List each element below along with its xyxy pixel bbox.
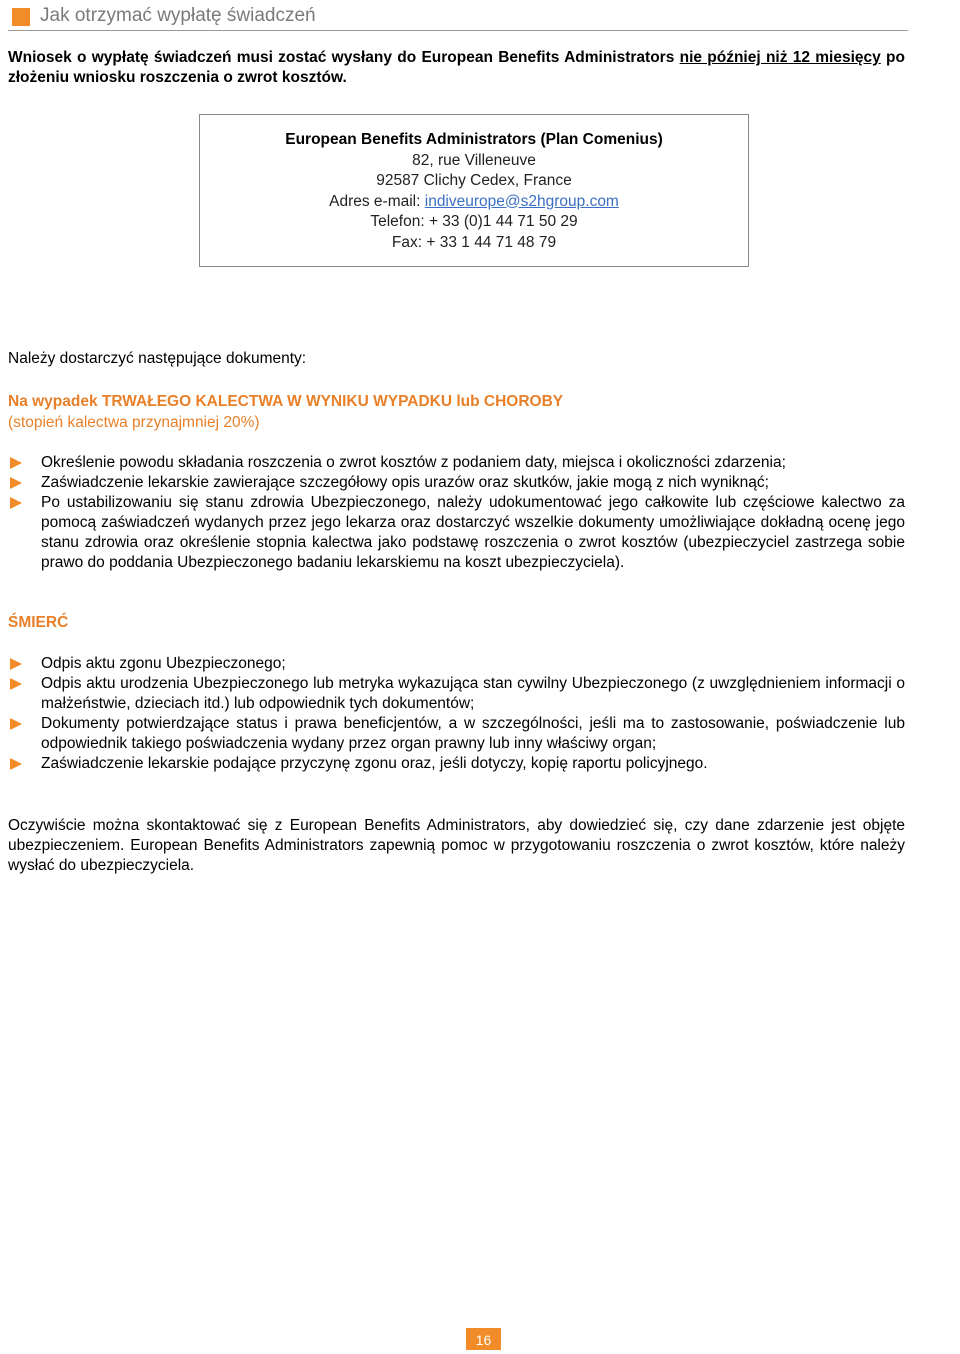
- intro-text-end: po złożeniu wniosku roszczenia o zwrot kosztów.: [8, 49, 905, 86]
- page-header: [8, 6, 908, 31]
- address-street: 82, rue Villeneuve: [412, 151, 536, 169]
- death-list: [8, 654, 905, 774]
- closing-paragraph: Oczywiście można skontaktować się z European Benefits Administrators, aby dowiedzieć się, czy dane zdarzenie jest objęte ubezpieczeniem. European Benefits Administrators zapewnią pomoc w przygotowaniu roszczenia o zwrot kosztów, które należy wysłać do ubezpieczyciela.: [8, 817, 905, 874]
- bullet-arrow-icon: [10, 477, 22, 489]
- disability-subheading: (stopień kalectwa przynajmniej 20%): [8, 414, 260, 431]
- list-item: Zaświadczenie lekarskie zawierające szczegółowy opis urazów oraz skutków, jakie mogą z nich wyniknąć;: [8, 473, 905, 493]
- intro-text: Wniosek o wypłatę świadczeń musi zostać wysłany do European Benefits Administrators: [8, 49, 680, 66]
- address-email-line: [200, 192, 748, 213]
- email-label: Adres e-mail:: [329, 192, 425, 210]
- list-item: Określenie powodu składania roszczenia o zwrot kosztów z podaniem daty, miejsca i okoliczności zdarzenia;: [8, 453, 905, 473]
- disability-list: [8, 453, 905, 573]
- page-number: 16: [466, 1328, 501, 1350]
- bullet-arrow-icon: [10, 718, 22, 730]
- list-item: Dokumenty potwierdzające status i prawa beneficjentów, a w szczególności, jeśli ma to zastosowanie, poświadczenie lub odpowiednik takiego poświadczenia wydany przez organ prawny lub inny właściwy organ;: [8, 714, 905, 754]
- address-phone: Telefon: + 33 (0)1 44 71 50 29: [370, 213, 578, 230]
- intro-paragraph: [8, 48, 905, 88]
- list-item: Zaświadczenie lekarskie podające przyczynę zgonu oraz, jeśli dotyczy, kopię raportu policyjnego.: [8, 754, 905, 774]
- list-item: Odpis aktu urodzenia Ubezpieczonego lub metryka wykazująca stan cywilny Ubezpieczonego (z uwzględnieniem informacji o małżeństwie, dzieciach itd.) lub odpowiednik tych dokumentów;: [8, 674, 905, 714]
- page-title: Jak otrzymać wypłatę świadczeń: [40, 5, 316, 26]
- bullet-arrow-icon: [10, 457, 22, 469]
- death-heading: ŚMIERĆ: [8, 614, 69, 631]
- orange-square-icon: [12, 8, 30, 26]
- bullet-arrow-icon: [10, 758, 22, 770]
- bullet-arrow-icon: [10, 678, 22, 690]
- email-link[interactable]: indiveurope@s2hgroup.com: [424, 192, 619, 210]
- list-item: Odpis aktu zgonu Ubezpieczonego;: [8, 654, 905, 674]
- documents-intro: Należy dostarczyć następujące dokumenty:: [8, 350, 307, 367]
- bullet-arrow-icon: [10, 497, 22, 509]
- disability-heading: Na wypadek TRWAŁEGO KALECTWA W WYNIKU WYPADKU lub CHOROBY: [8, 393, 564, 410]
- list-item: Po ustabilizowaniu się stanu zdrowia Ubezpieczonego, należy udokumentować jego całkowite lub częściowe kalectwo za pomocą zaświadczeń wydanych przez jego lekarza oraz dostarczyć wszelkie dokumenty umożliwiające dokładną ocenę jego stanu zdrowia oraz określenie stopnia kalectwa jako podstawę roszczenia o zwrot kosztów (ubezpieczyciel zastrzega sobie prawo do poddania Ubezpieczonego badaniu lekarskiemu na koszt ubezpieczyciela).: [8, 493, 905, 573]
- address-box: [199, 114, 749, 267]
- address-city: 92587 Clichy Cedex, France: [376, 172, 572, 189]
- address-org: European Benefits Administrators (Plan Comenius): [285, 131, 663, 148]
- address-fax: Fax: + 33 1 44 71 48 79: [391, 233, 557, 251]
- bullet-arrow-icon: [10, 658, 22, 670]
- deadline-emphasis: nie później niż 12 miesięcy: [679, 49, 881, 66]
